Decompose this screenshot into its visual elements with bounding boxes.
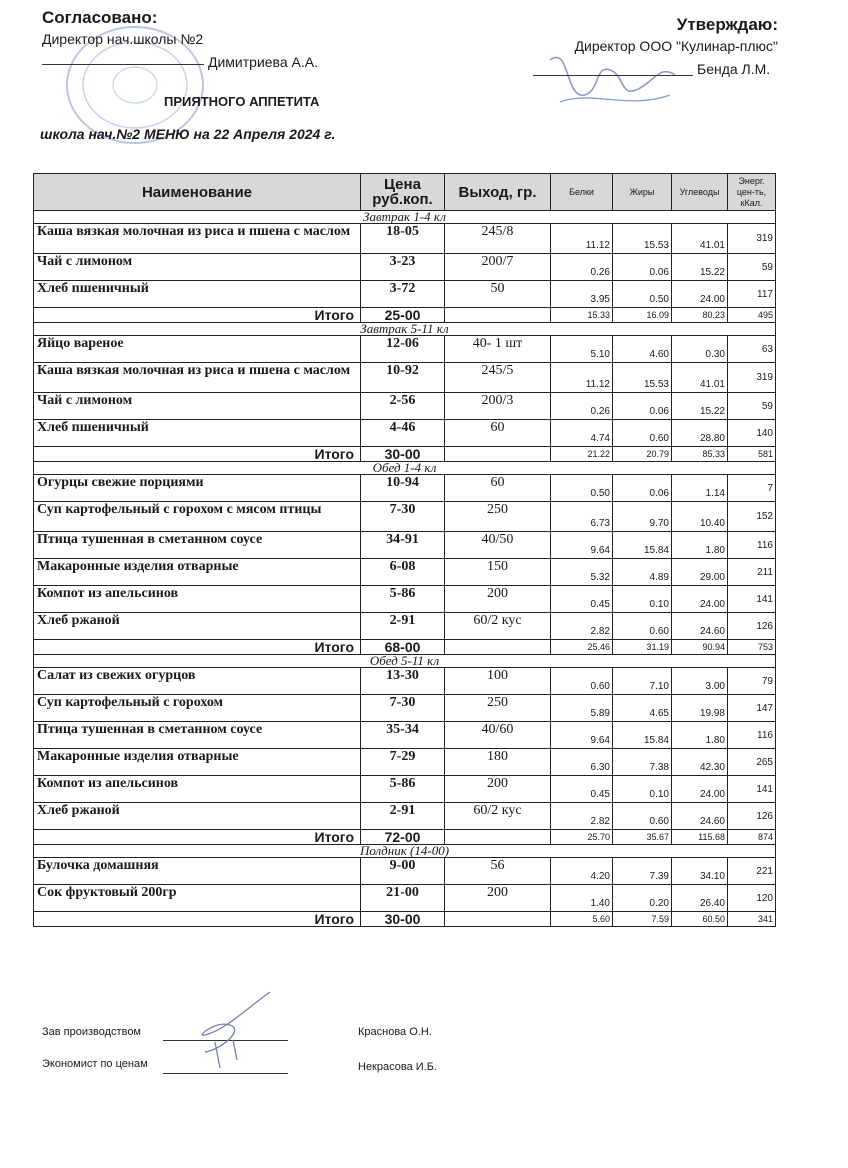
table-row [34,393,776,420]
table-row [34,502,776,532]
dish-protein: 11.12 [551,224,613,254]
section-row [34,845,776,858]
section-title: Завтрак 5-11 кл [34,323,776,336]
dish-name: Суп картофельный с горохом с мясом птицы [34,502,361,532]
dish-output: 60 [445,420,551,447]
dish-output: 60/2 кус [445,613,551,640]
dish-energy: 116 [728,722,776,749]
dish-energy: 140 [728,420,776,447]
table-row [34,776,776,803]
dish-protein: 2.82 [551,803,613,830]
dish-energy: 120 [728,885,776,912]
total-energy: 753 [728,640,776,655]
dish-fat: 0.20 [613,885,672,912]
dish-output: 200 [445,776,551,803]
dish-price: 7-29 [361,749,445,776]
dish-name: Хлеб ржаной [34,613,361,640]
dish-name: Каша вязкая молочная из риса и пшена с маслом [34,224,361,254]
dish-energy: 59 [728,393,776,420]
dish-protein: 0.26 [551,254,613,281]
column-header-carbs: Углеводы [672,174,728,211]
total-price: 68-00 [361,640,445,655]
dish-fat: 7.10 [613,668,672,695]
section-title: Обед 5-11 кл [34,655,776,668]
dish-price: 3-72 [361,281,445,308]
dish-carbs: 42.30 [672,749,728,776]
dish-carbs: 24.00 [672,586,728,613]
dish-output: 180 [445,749,551,776]
dish-fat: 0.06 [613,254,672,281]
total-protein: 5.60 [551,912,613,927]
menu-title: школа нач.№2 МЕНЮ на 22 Апреля 2024 г. [40,126,336,142]
dish-fat: 0.60 [613,613,672,640]
table-row [34,858,776,885]
dish-carbs: 24.00 [672,776,728,803]
dish-name: Булочка домашняя [34,858,361,885]
dish-energy: 319 [728,224,776,254]
dish-energy: 126 [728,613,776,640]
dish-carbs: 24.60 [672,613,728,640]
dish-price: 7-30 [361,502,445,532]
total-price: 30-00 [361,447,445,462]
column-header-fat: Жиры [613,174,672,211]
total-row [34,912,776,927]
dish-protein: 6.30 [551,749,613,776]
dish-protein: 0.50 [551,475,613,502]
dish-energy: 147 [728,695,776,722]
dish-name: Хлеб ржаной [34,803,361,830]
column-header-energy: Энерг. цен-ть, кКал. [728,174,776,211]
dish-carbs: 0.30 [672,336,728,363]
appetite-banner: ПРИЯТНОГО АППЕТИТА [164,94,320,109]
dish-price: 21-00 [361,885,445,912]
agreed-signature-line [42,64,204,65]
menu-table-body [34,211,776,927]
total-output [445,447,551,462]
section-row [34,462,776,475]
dish-fat: 0.50 [613,281,672,308]
agreed-name: Димитриева А.А. [208,54,318,70]
dish-fat: 4.60 [613,336,672,363]
dish-fat: 9.70 [613,502,672,532]
dish-output: 245/5 [445,363,551,393]
dish-price: 3-23 [361,254,445,281]
table-row [34,803,776,830]
table-row [34,254,776,281]
total-carbs: 115.68 [672,830,728,845]
table-header-row [34,174,776,211]
dish-energy: 211 [728,559,776,586]
dish-protein: 4.20 [551,858,613,885]
dish-price: 10-92 [361,363,445,393]
dish-fat: 0.60 [613,803,672,830]
total-price: 30-00 [361,912,445,927]
total-label: Итого [34,830,361,845]
dish-carbs: 24.60 [672,803,728,830]
dish-energy: 221 [728,858,776,885]
column-header-price: Цена руб.коп. [361,174,445,211]
dish-protein: 9.64 [551,532,613,559]
dish-output: 40/50 [445,532,551,559]
dish-output: 200 [445,885,551,912]
dish-fat: 7.38 [613,749,672,776]
agreed-position: Директор нач.школы №2 [42,31,204,47]
dish-energy: 126 [728,803,776,830]
total-fat: 16.09 [613,308,672,323]
total-output [445,830,551,845]
dish-output: 200/3 [445,393,551,420]
total-protein: 21.22 [551,447,613,462]
dish-name: Птица тушенная в сметанном соусе [34,532,361,559]
dish-protein: 4.74 [551,420,613,447]
dish-output: 40- 1 шт [445,336,551,363]
dish-name: Каша вязкая молочная из риса и пшена с маслом [34,363,361,393]
dish-protein: 5.89 [551,695,613,722]
dish-carbs: 34.10 [672,858,728,885]
dish-name: Суп картофельный с горохом [34,695,361,722]
dish-name: Хлеб пшеничный [34,281,361,308]
dish-protein: 3.95 [551,281,613,308]
dish-protein: 0.45 [551,776,613,803]
dish-energy: 63 [728,336,776,363]
dish-price: 10-94 [361,475,445,502]
table-row [34,420,776,447]
section-title: Полдник (14-00) [34,845,776,858]
dish-carbs: 41.01 [672,363,728,393]
dish-price: 34-91 [361,532,445,559]
table-row [34,532,776,559]
dish-fat: 4.89 [613,559,672,586]
dish-output: 150 [445,559,551,586]
dish-energy: 79 [728,668,776,695]
dish-carbs: 1.14 [672,475,728,502]
dish-name: Макаронные изделия отварные [34,559,361,586]
dish-energy: 141 [728,776,776,803]
dish-protein: 11.12 [551,363,613,393]
section-title: Завтрак 1-4 кл [34,211,776,224]
dish-output: 245/8 [445,224,551,254]
economist-name: Некрасова И.Б. [358,1061,437,1073]
dish-output: 56 [445,858,551,885]
dish-carbs: 29.00 [672,559,728,586]
total-output [445,640,551,655]
total-label: Итого [34,308,361,323]
dish-fat: 15.84 [613,722,672,749]
column-header-name: Наименование [34,174,361,211]
total-fat: 7.59 [613,912,672,927]
dish-price: 9-00 [361,858,445,885]
table-row [34,281,776,308]
dish-carbs: 15.22 [672,393,728,420]
dish-energy: 7 [728,475,776,502]
total-label: Итого [34,447,361,462]
dish-name: Птица тушенная в сметанном соусе [34,722,361,749]
total-carbs: 60.50 [672,912,728,927]
total-price: 25-00 [361,308,445,323]
total-energy: 495 [728,308,776,323]
dish-output: 100 [445,668,551,695]
dish-carbs: 41.01 [672,224,728,254]
table-row [34,475,776,502]
dish-carbs: 26.40 [672,885,728,912]
dish-output: 50 [445,281,551,308]
total-fat: 35.67 [613,830,672,845]
dish-fat: 0.10 [613,586,672,613]
dish-fat: 7.39 [613,858,672,885]
table-row [34,559,776,586]
dish-fat: 15.53 [613,363,672,393]
section-row [34,211,776,224]
economist-signature-line [163,1073,288,1074]
table-row [34,722,776,749]
dish-output: 40/60 [445,722,551,749]
dish-price: 7-30 [361,695,445,722]
total-energy: 581 [728,447,776,462]
section-row [34,655,776,668]
total-protein: 15.33 [551,308,613,323]
dish-fat: 0.06 [613,475,672,502]
dish-name: Яйцо вареное [34,336,361,363]
section-title: Обед 1-4 кл [34,462,776,475]
total-output [445,308,551,323]
dish-price: 2-91 [361,803,445,830]
dish-fat: 0.06 [613,393,672,420]
dish-energy: 141 [728,586,776,613]
total-protein: 25.46 [551,640,613,655]
dish-price: 35-34 [361,722,445,749]
dish-protein: 2.82 [551,613,613,640]
dish-protein: 5.32 [551,559,613,586]
total-carbs: 80.23 [672,308,728,323]
dish-price: 5-86 [361,586,445,613]
dish-fat: 4.65 [613,695,672,722]
dish-carbs: 1.80 [672,532,728,559]
dish-price: 6-08 [361,559,445,586]
dish-name: Сок фруктовый 200гр [34,885,361,912]
total-energy: 341 [728,912,776,927]
total-carbs: 85.33 [672,447,728,462]
total-label: Итого [34,640,361,655]
column-header-output: Выход, гр. [445,174,551,211]
dish-name: Огурцы свежие порциями [34,475,361,502]
dish-price: 13-30 [361,668,445,695]
dish-carbs: 10.40 [672,502,728,532]
dish-energy: 117 [728,281,776,308]
total-energy: 874 [728,830,776,845]
menu-table [33,173,776,927]
dish-carbs: 28.80 [672,420,728,447]
table-row [34,749,776,776]
dish-protein: 5.10 [551,336,613,363]
dish-name: Компот из апельсинов [34,776,361,803]
dish-energy: 319 [728,363,776,393]
dish-carbs: 19.98 [672,695,728,722]
approve-position: Директор ООО "Кулинар-плюс" [574,38,778,54]
table-row [34,613,776,640]
total-label: Итого [34,912,361,927]
dish-name: Салат из свежих огурцов [34,668,361,695]
dish-protein: 1.40 [551,885,613,912]
production-name: Краснова О.Н. [358,1026,432,1038]
dish-protein: 0.60 [551,668,613,695]
section-row [34,323,776,336]
dish-price: 4-46 [361,420,445,447]
dish-name: Чай с лимоном [34,254,361,281]
dish-output: 60/2 кус [445,803,551,830]
dish-output: 200 [445,586,551,613]
dish-carbs: 3.00 [672,668,728,695]
dish-protein: 0.26 [551,393,613,420]
total-carbs: 90.94 [672,640,728,655]
dish-output: 60 [445,475,551,502]
approve-title: Утверждаю: [676,15,778,34]
dish-name: Компот из апельсинов [34,586,361,613]
dish-energy: 265 [728,749,776,776]
dish-energy: 59 [728,254,776,281]
agreed-title: Согласовано: [42,8,158,27]
dish-name: Чай с лимоном [34,393,361,420]
dish-output: 250 [445,502,551,532]
dish-fat: 0.60 [613,420,672,447]
table-row [34,695,776,722]
footer-signature [185,990,275,1070]
dish-carbs: 1.80 [672,722,728,749]
table-row [34,224,776,254]
dish-protein: 0.45 [551,586,613,613]
total-price: 72-00 [361,830,445,845]
dish-fat: 15.53 [613,224,672,254]
approve-name: Бенда Л.М. [697,61,771,77]
dish-output: 200/7 [445,254,551,281]
table-row [34,885,776,912]
table-row [34,363,776,393]
dish-protein: 9.64 [551,722,613,749]
production-label: Зав производством [42,1026,141,1038]
dish-energy: 152 [728,502,776,532]
dish-price: 12-06 [361,336,445,363]
dish-output: 250 [445,695,551,722]
dish-price: 2-56 [361,393,445,420]
economist-label: Экономист по ценам [42,1058,148,1070]
dish-price: 2-91 [361,613,445,640]
dish-price: 18-05 [361,224,445,254]
column-header-protein: Белки [551,174,613,211]
total-fat: 20.79 [613,447,672,462]
total-output [445,912,551,927]
dish-protein: 6.73 [551,502,613,532]
dish-fat: 0.10 [613,776,672,803]
dish-carbs: 15.22 [672,254,728,281]
table-row [34,668,776,695]
dish-carbs: 24.00 [672,281,728,308]
total-protein: 25.70 [551,830,613,845]
dish-price: 5-86 [361,776,445,803]
dish-energy: 116 [728,532,776,559]
dish-name: Хлеб пшеничный [34,420,361,447]
approve-signature-line [533,75,693,76]
table-row [34,586,776,613]
dish-fat: 15.84 [613,532,672,559]
table-row [34,336,776,363]
total-fat: 31.19 [613,640,672,655]
dish-name: Макаронные изделия отварные [34,749,361,776]
